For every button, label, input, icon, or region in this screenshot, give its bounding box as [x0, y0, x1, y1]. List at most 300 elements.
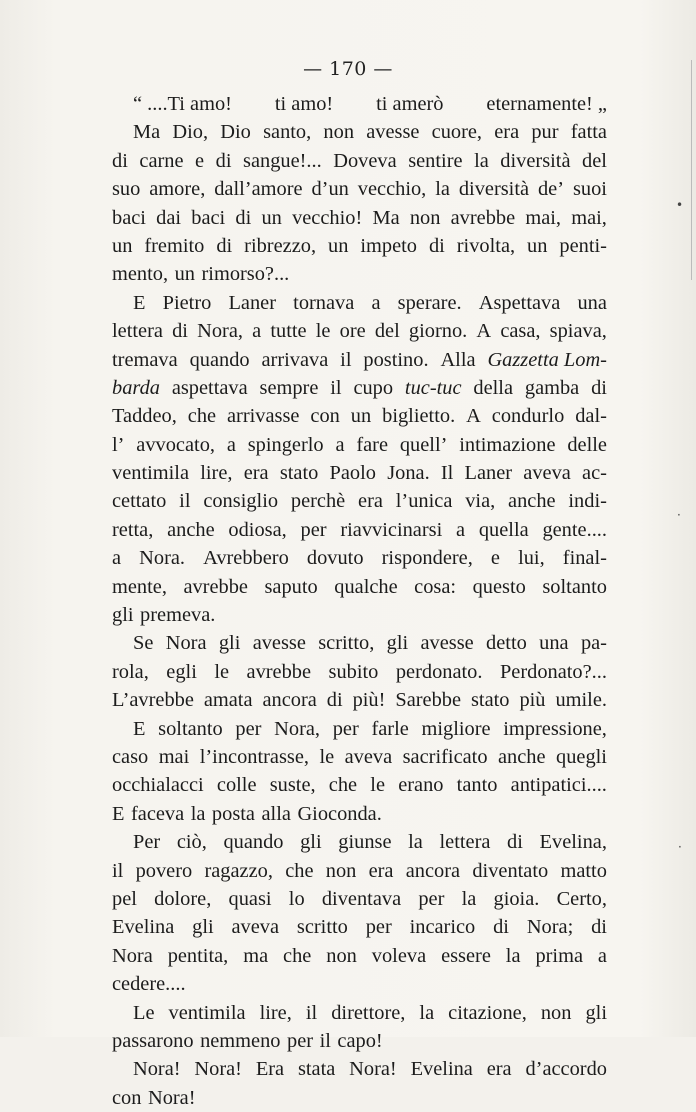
word: antipatici.... [510, 774, 607, 797]
word: barda [112, 376, 160, 399]
word: di [507, 831, 523, 854]
word: che [283, 944, 312, 967]
word: voleva [371, 944, 427, 967]
text-line [112, 544, 607, 572]
word: di [112, 149, 128, 172]
word: di [326, 689, 343, 712]
word: suo [112, 178, 141, 201]
word: un [174, 263, 195, 286]
text-line [112, 431, 607, 459]
word: lo [288, 887, 305, 910]
word: per [287, 1029, 314, 1052]
word: cosa: [414, 575, 457, 598]
word: odiosa, [228, 518, 287, 541]
word: biglietto. [382, 405, 456, 428]
word: soltanto [158, 717, 223, 740]
word: diventava [321, 887, 402, 910]
text-line [112, 771, 607, 799]
word: di [172, 320, 188, 343]
word: aveva [523, 462, 571, 485]
word: la [190, 802, 206, 825]
word: stato [279, 462, 319, 485]
word: quando [189, 348, 250, 371]
word: fremito [144, 234, 205, 257]
word: la [474, 149, 489, 172]
margin-speck: · [678, 840, 682, 854]
word: la [435, 178, 450, 201]
word: più! [352, 689, 386, 712]
word: per [418, 887, 445, 910]
word: era [243, 462, 269, 485]
word: rispondere, [381, 547, 473, 570]
word: pur [531, 121, 559, 144]
word: il [340, 348, 352, 371]
word: rivolta, [456, 234, 516, 257]
word: matto [560, 859, 607, 882]
word: e [195, 149, 205, 172]
word: le [315, 320, 331, 343]
word: di [216, 234, 233, 257]
word: prima [535, 944, 583, 967]
word: avrebbe [246, 660, 312, 683]
word: di [235, 206, 252, 229]
word: umile. [555, 689, 607, 712]
word: ventimila [112, 462, 190, 485]
word: scritto, [318, 632, 375, 655]
word: più [519, 689, 546, 712]
word: Sarebbe [395, 689, 462, 712]
word: posta [211, 802, 255, 825]
word: un [112, 234, 133, 257]
text-line [112, 658, 607, 686]
text-line [112, 1084, 607, 1112]
word: E [133, 717, 146, 740]
word: sperare. [397, 291, 462, 314]
text-line [112, 686, 607, 714]
word: quasi [228, 887, 272, 910]
margin-speck: · [677, 508, 681, 522]
word: Evelina [112, 916, 175, 939]
word: Laner [228, 291, 277, 314]
word: pa- [580, 632, 607, 655]
word: stata [297, 1058, 336, 1081]
word: dai [156, 206, 182, 229]
word: non [540, 1001, 572, 1024]
word: retta, [112, 518, 154, 541]
word: di [428, 234, 445, 257]
word: non [323, 121, 355, 144]
word: del [582, 149, 607, 172]
text-line [112, 175, 607, 203]
word: ventimila [168, 1001, 246, 1024]
text-line [112, 601, 607, 629]
word: migliore [421, 717, 491, 740]
word: lettera [439, 831, 491, 854]
word: via, [465, 490, 496, 513]
word: ti amo! [274, 93, 334, 115]
word: Nora, [197, 320, 243, 343]
word: Avrebbero [203, 547, 289, 570]
word: eternamente! „ [486, 93, 607, 115]
word: tornava [293, 291, 355, 314]
word: a [371, 291, 381, 314]
word: baci [112, 206, 146, 229]
word: aspettava [171, 376, 248, 399]
word: Nora, [274, 717, 321, 740]
word: delle [567, 433, 607, 456]
text-line [112, 999, 607, 1027]
word: un [527, 234, 548, 257]
word: essere [441, 944, 491, 967]
word: Nora; [526, 916, 574, 939]
word: le [214, 660, 230, 683]
word: non [326, 944, 357, 967]
word: il [330, 376, 342, 399]
word: ma [243, 944, 269, 967]
word: condurlo [491, 405, 565, 428]
word: l’unica [395, 490, 453, 513]
word: diventato [472, 859, 549, 882]
word: diversità [458, 178, 530, 201]
word: il [319, 1029, 331, 1052]
word: le [370, 774, 385, 797]
word: questo [472, 575, 526, 598]
word: lire, [259, 1001, 292, 1024]
word: Doveva [333, 149, 397, 172]
word: casa, [500, 320, 541, 343]
word: Laner [464, 462, 513, 485]
word: aveva [344, 745, 393, 768]
word: pentita, [167, 944, 229, 967]
word: gli [300, 831, 322, 854]
word: Evelina [410, 1058, 473, 1081]
text-line [112, 942, 607, 970]
word: che [285, 859, 314, 882]
word: il [179, 490, 191, 513]
word: perchè [290, 490, 346, 513]
word: soltanto [542, 575, 607, 598]
word: a [226, 433, 236, 456]
word: Per [133, 831, 161, 854]
text-line [112, 885, 607, 913]
word: ore [339, 320, 366, 343]
word: sacrificato [402, 745, 488, 768]
word: quell’ [399, 433, 448, 456]
text-line [112, 147, 607, 175]
word: E [133, 291, 146, 314]
word: Nora [112, 944, 153, 967]
word: avesse [252, 632, 306, 655]
word: Perdonato?... [499, 660, 607, 683]
word: farle [371, 717, 409, 740]
word: ribrezzo, [244, 234, 317, 257]
word: cettato [112, 490, 167, 513]
word: Alla [440, 348, 476, 371]
word: anche [167, 518, 215, 541]
word: Il [440, 462, 454, 485]
text-line [112, 260, 607, 288]
margin-speck: • [676, 198, 684, 212]
word: Ma [372, 206, 400, 229]
word: ciò, [176, 831, 207, 854]
text-line [112, 118, 607, 146]
text-line [112, 317, 607, 345]
word: cupo [353, 376, 394, 399]
word: diversità [500, 149, 571, 172]
word: e [490, 547, 500, 570]
word: detto [486, 632, 527, 655]
word: indi- [568, 490, 607, 513]
word: lire, [200, 462, 233, 485]
word: citazione, [448, 1001, 527, 1024]
body-text [112, 90, 607, 1112]
word: saputo [264, 575, 318, 598]
text-line [112, 1027, 607, 1055]
word: gli [218, 632, 241, 655]
word: la [461, 887, 477, 910]
text-line [112, 743, 607, 771]
word: fatta [570, 121, 607, 144]
word: suste, [269, 774, 316, 797]
word: vecchio! [292, 206, 363, 229]
word: quella [478, 518, 529, 541]
word: Aspettava [478, 291, 561, 314]
text-line [112, 346, 607, 374]
word: il [112, 859, 124, 882]
word: avrebbe [450, 206, 516, 229]
word: a [597, 944, 607, 967]
word: vecchio, [357, 178, 427, 201]
word: l’ [112, 433, 125, 456]
word: A [466, 405, 481, 428]
word: scritto [296, 916, 348, 939]
word: con [112, 1086, 142, 1109]
word: avvocato, [136, 433, 215, 456]
word: caso [112, 745, 149, 768]
word: L’avrebbe [112, 689, 194, 712]
word: del [374, 320, 400, 343]
word: consiglio [203, 490, 279, 513]
word: alla [261, 802, 291, 825]
word: mente, [112, 575, 167, 598]
word: carne [139, 149, 184, 172]
word: lettera [112, 320, 163, 343]
text-line [112, 459, 607, 487]
word: A [476, 320, 492, 343]
word: Gazzetta Lom- [487, 348, 607, 371]
word: capo! [337, 1029, 383, 1052]
word: ti amerò [376, 93, 444, 115]
word: per [332, 717, 359, 740]
word: arrivava [261, 348, 329, 371]
word: occhialacci [112, 774, 204, 797]
word: dovuto [306, 547, 364, 570]
word: a [252, 320, 262, 343]
word: intimazione [459, 433, 556, 456]
word: Dio, [172, 121, 209, 144]
word: gioia. [493, 887, 540, 910]
word: era [494, 121, 520, 144]
word: suoi [572, 178, 607, 201]
word: giorno. [408, 320, 468, 343]
word: amata [203, 689, 253, 712]
word: un [261, 206, 282, 229]
word: la [408, 831, 423, 854]
word: incarico [409, 916, 476, 939]
word: l’incontrasse, [199, 745, 309, 768]
word: le [319, 745, 335, 768]
word: Evelina, [539, 831, 607, 854]
word: avrebbe [183, 575, 248, 598]
word: Nora! [133, 1058, 181, 1081]
word: dal- [575, 405, 607, 428]
text-line [112, 402, 607, 430]
word: santo, [263, 121, 312, 144]
word: per [365, 916, 392, 939]
word: stato [470, 689, 510, 712]
word: mai, [525, 206, 562, 229]
word: passarono [112, 1029, 194, 1052]
word: Nora [165, 632, 207, 655]
word: sempre [259, 376, 319, 399]
word: per [300, 518, 327, 541]
text-line [112, 828, 607, 856]
word: a [335, 433, 345, 456]
word: un [350, 405, 372, 428]
word: gli [112, 604, 134, 627]
word: con [310, 405, 340, 428]
word: che [187, 405, 217, 428]
word: che [328, 774, 358, 797]
text-line [112, 374, 607, 402]
word: ragazzo, [204, 859, 273, 882]
word: Paolo [329, 462, 376, 485]
word: fare [356, 433, 389, 456]
word: di [591, 376, 607, 399]
text-line [112, 289, 607, 317]
text-line [112, 232, 607, 260]
word: Pietro [162, 291, 212, 314]
word: perdonato. [395, 660, 483, 683]
text-line [112, 516, 607, 544]
word: anche [498, 745, 546, 768]
word: Nora! [349, 1058, 397, 1081]
word: dolore, [154, 887, 212, 910]
text-line [112, 629, 607, 657]
word: mai, [571, 206, 607, 229]
word: lui, [518, 547, 545, 570]
word: qualche [334, 575, 398, 598]
text-line [112, 857, 607, 885]
word: aveva [231, 916, 280, 939]
text-line [112, 204, 607, 232]
word: Era [255, 1058, 285, 1081]
text-line [112, 715, 607, 743]
word: Taddeo, [112, 405, 177, 428]
word: direttore, [331, 1001, 406, 1024]
word: pel [112, 887, 137, 910]
word: di [215, 149, 232, 172]
word: era [368, 859, 394, 882]
word: erano [398, 774, 444, 797]
word: rola, [112, 660, 149, 683]
word: Nora! [194, 1058, 242, 1081]
text-line [112, 970, 607, 998]
word: tuc-tuc [404, 376, 462, 399]
word: penti- [559, 234, 607, 257]
word: quando [223, 831, 284, 854]
word: una [577, 291, 607, 314]
word: impressione, [503, 717, 607, 740]
page-edge-rule [691, 60, 692, 280]
word: mai [158, 745, 190, 768]
word: era [486, 1058, 512, 1081]
word: era [358, 490, 383, 513]
word: gli [585, 1001, 607, 1024]
word: quegli [556, 745, 607, 768]
word: spingerlo [247, 433, 324, 456]
word: spiava, [549, 320, 607, 343]
text-line [112, 487, 607, 515]
word: mento, [112, 263, 169, 286]
word: di [591, 916, 607, 939]
word: Nora. [139, 547, 186, 570]
word: Nora! [147, 1086, 196, 1109]
word: di [493, 916, 509, 939]
word: povero [135, 859, 193, 882]
word: egli [166, 660, 197, 683]
word: la [505, 944, 521, 967]
word: Se [133, 632, 154, 655]
word: postino. [363, 348, 429, 371]
word: avesse [366, 121, 420, 144]
word: tremava [112, 348, 178, 371]
word: gente.... [542, 518, 607, 541]
word: premeva. [140, 604, 216, 627]
word: colle [216, 774, 257, 797]
word: final- [562, 547, 607, 570]
word: de’ [537, 178, 565, 201]
word: giunse [338, 831, 392, 854]
word: ancora [262, 689, 317, 712]
word: subito [328, 660, 379, 683]
word: avesse [420, 632, 474, 655]
word: dall’amore [214, 178, 303, 201]
word: Gioconda. [297, 802, 382, 825]
word: non [409, 206, 441, 229]
word: per [235, 717, 262, 740]
text-line [112, 573, 607, 601]
text-line [112, 913, 607, 941]
word: a [456, 518, 466, 541]
word: amore, [149, 178, 206, 201]
text-line [112, 90, 607, 118]
word: gamba [524, 376, 580, 399]
word: tanto [456, 774, 498, 797]
word: cuore, [431, 121, 483, 144]
word: una [539, 632, 569, 655]
word: anche [508, 490, 556, 513]
word: impeto [360, 234, 417, 257]
word: rimorso?... [201, 263, 290, 286]
word: Dio [220, 121, 251, 144]
word: della [473, 376, 514, 399]
word: d’un [311, 178, 349, 201]
word: nemmeno [200, 1029, 281, 1052]
text-line [112, 1055, 607, 1083]
word: “ ....Ti amo! [133, 93, 232, 115]
page-number: — 170 — [303, 58, 393, 80]
